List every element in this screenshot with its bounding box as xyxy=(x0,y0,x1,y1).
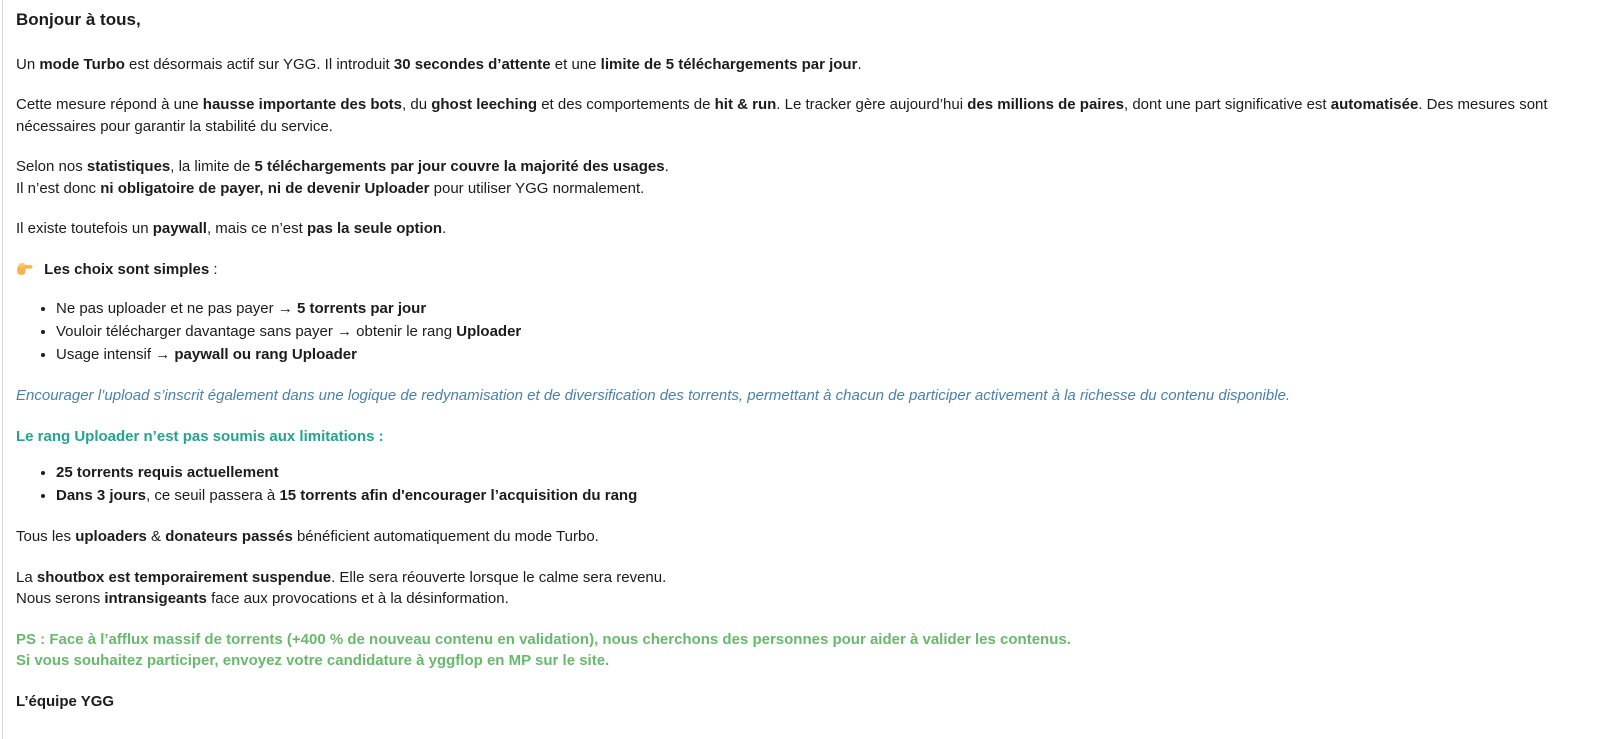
text-run: Ne pas uploader et ne pas payer → xyxy=(56,300,297,317)
text-run: . Elle sera réouverte lorsque le calme sera revenu. xyxy=(331,568,667,586)
text-run: 30 secondes d’attente xyxy=(393,55,551,73)
statistics-paragraph xyxy=(16,156,1608,199)
text-run: PS : Face à l’afflux massif de torrents (+400 % de nouveau contenu en validation), nous cherchons des personnes pour aider à valider les contenus. xyxy=(16,630,1071,648)
text-run: & xyxy=(146,528,166,545)
text-run: pour utiliser YGG normalement. xyxy=(429,179,645,197)
text-run: bénéficient automatiquement du mode Turbo. xyxy=(292,528,599,545)
choices-heading xyxy=(16,259,1608,284)
text-run: Dans 3 jours xyxy=(56,487,147,504)
text-run: et une xyxy=(550,55,601,73)
text-run: est désormais actif sur YGG. Il introduit xyxy=(124,55,394,73)
text-run: Cette mesure répond à une xyxy=(16,96,203,113)
text-run: Usage intensif → xyxy=(56,346,175,363)
text-run: donateurs passés xyxy=(165,528,293,545)
upload-note-paragraph xyxy=(16,385,1608,407)
turbo-grandfather-paragraph xyxy=(16,526,1608,548)
ps-paragraph xyxy=(16,629,1608,672)
text-run: . xyxy=(664,158,669,175)
text-run: Un xyxy=(16,55,40,73)
pointing-right-emoji xyxy=(16,259,34,284)
text-run: Le rang Uploader n’est pas soumis aux limitations : xyxy=(16,427,384,445)
text-run: . xyxy=(857,55,862,73)
text-run: Nous serons xyxy=(16,590,105,607)
text-run: des millions de paires xyxy=(967,96,1124,113)
text-run: Bonjour à tous, xyxy=(16,10,141,29)
reason-paragraph xyxy=(16,94,1608,137)
text-run: automatisée xyxy=(1330,96,1419,113)
text-run: Si vous souhaitez participer, envoyez votre candidature à yggflop en MP sur le site. xyxy=(16,652,610,669)
text-run: hit & run xyxy=(714,96,777,113)
text-run: 25 torrents requis actuellement xyxy=(56,464,279,481)
text-run: Il existe toutefois un xyxy=(16,220,153,237)
signature-paragraph xyxy=(16,691,1608,713)
text-run: intransigeants xyxy=(104,590,207,607)
uploader-rank-list xyxy=(16,462,1608,507)
text-run: Tous les xyxy=(16,528,76,545)
text-run: Encourager l’upload s’inscrit également dans une logique de redynamisation et de diversification des torrents, permettant à chacun de participer activement à la richesse du contenu disponible. xyxy=(16,387,1291,404)
list-item xyxy=(56,298,1608,320)
text-run: Selon nos xyxy=(16,158,87,175)
shoutbox-paragraph xyxy=(16,567,1608,610)
text-run: . xyxy=(442,220,447,237)
text-run: , du xyxy=(402,96,432,113)
text-run: : xyxy=(209,260,218,278)
choices-list xyxy=(16,298,1608,366)
text-run: La xyxy=(16,568,37,586)
left-border-divider xyxy=(2,0,3,739)
text-run: pas la seule option xyxy=(307,220,443,237)
list-item xyxy=(56,462,1608,484)
text-run: limite de 5 téléchargements par jour xyxy=(600,55,858,73)
uploader-rank-heading xyxy=(16,426,1608,448)
text-run: ghost leeching xyxy=(431,96,538,113)
text-run: mode Turbo xyxy=(39,55,125,73)
text-run: Les choix sont simples xyxy=(44,260,210,278)
greeting-heading xyxy=(16,9,1608,31)
text-run: , la limite de xyxy=(170,158,255,175)
list-item xyxy=(56,321,1608,343)
text-run: shoutbox est temporairement suspendue xyxy=(36,568,332,586)
paywall-paragraph xyxy=(16,218,1608,240)
text-run: . Des mesures sont nécessaires pour garantir la stabilité du service. xyxy=(16,96,1548,135)
text-run: 15 torrents afin d'encourager l’acquisition du rang xyxy=(279,487,638,504)
text-run: 5 téléchargements par jour couvre la majorité des usages xyxy=(254,158,665,175)
text-run: ni obligatoire de payer, ni de devenir Uploader xyxy=(100,179,430,197)
text-run: Uploader xyxy=(456,323,522,340)
text-run: hausse importante des bots xyxy=(202,96,403,113)
text-run: , ce seuil passera à xyxy=(146,487,280,504)
text-run: Il n’est donc xyxy=(16,179,101,197)
text-run: statistiques xyxy=(86,158,171,175)
text-run: . Le tracker gère aujourd’hui xyxy=(776,96,968,113)
text-run: , dont une part significative est xyxy=(1123,96,1331,113)
text-run: 5 torrents par jour xyxy=(296,300,427,317)
text-run: face aux provocations et à la désinformation. xyxy=(206,590,509,607)
list-item xyxy=(56,485,1608,507)
text-run: uploaders xyxy=(75,528,147,545)
text-run: Vouloir télécharger davantage sans payer → obtenir le rang xyxy=(56,323,457,340)
intro-paragraph xyxy=(16,54,1608,76)
text-run: paywall xyxy=(152,220,207,237)
text-run: L’équipe YGG xyxy=(16,692,115,710)
list-item xyxy=(56,344,1608,366)
text-run: , mais ce n’est xyxy=(206,220,307,237)
text-run: paywall ou rang Uploader xyxy=(174,346,357,363)
text-run: et des comportements de xyxy=(537,96,715,113)
